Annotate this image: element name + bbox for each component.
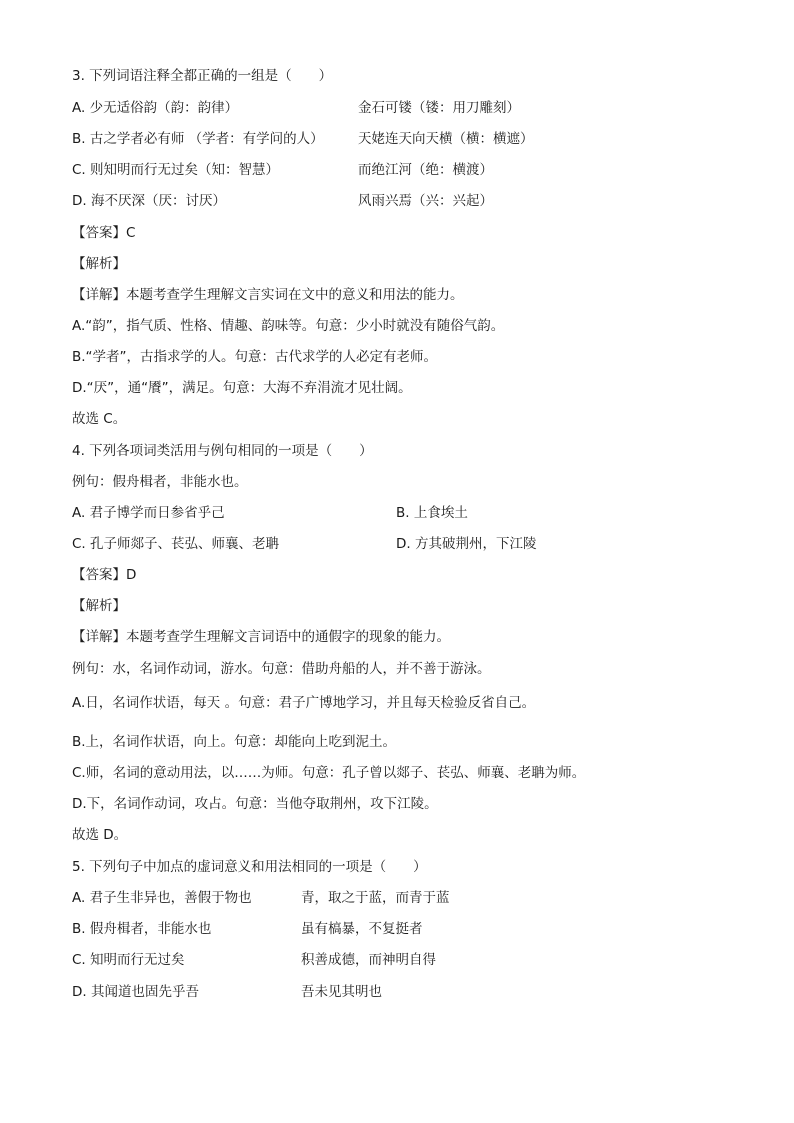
q4-conclusion: 故选 D。 bbox=[72, 827, 128, 843]
q4-detail: 【详解】本题考查学生理解文言词语中的通假字的现象的能力。 bbox=[72, 629, 450, 645]
q5-stem: 5. 下列句子中加点的虚词意义和用法相同的一项是（ ） bbox=[72, 859, 427, 875]
q5-option-c: C. 知明而行无过矣 bbox=[72, 952, 185, 968]
q3-explain-d: D.“厌”，通“餍”，满足。句意：大海不弃涓流才见壮阔。 bbox=[72, 380, 412, 396]
q3-analysis-label: 【解析】 bbox=[72, 256, 126, 272]
q3-answer: 【答案】C bbox=[72, 225, 136, 241]
q3-conclusion: 故选 C。 bbox=[72, 411, 127, 427]
q5-option-b-right: 虽有槁暴，不复挺者 bbox=[301, 921, 423, 937]
q4-example: 例句：假舟楫者，非能水也。 bbox=[72, 474, 248, 490]
q4-option-c: C. 孔子师郯子、苌弘、师襄、老聃 bbox=[72, 536, 280, 552]
q5-option-d-right: 吾未见其明也 bbox=[301, 984, 382, 1000]
q3-option-a-right: 金石可镂（镂：用刀雕刻） bbox=[358, 100, 520, 116]
q4-option-b: B. 上食埃土 bbox=[396, 505, 468, 521]
q3-explain-a: A.“韵”，指气质、性格、情趣、韵味等。句意：少小时就没有随俗气韵。 bbox=[72, 318, 505, 334]
q3-option-c: C. 则知明而行无过矣（知：智慧） bbox=[72, 162, 280, 178]
q4-analysis-label: 【解析】 bbox=[72, 598, 126, 614]
q4-explain-d: D.下，名词作动词，攻占。句意：当他夺取荆州，攻下江陵。 bbox=[72, 796, 438, 812]
q5-option-a: A. 君子生非异也，善假于物也 bbox=[72, 890, 252, 906]
q4-explain-a: A.日，名词作状语，每天 。句意：君子广博地学习，并且每天检验反省自己。 bbox=[72, 695, 536, 711]
q4-option-a: A. 君子博学而日参省乎己 bbox=[72, 505, 225, 521]
q3-option-d: D. 海不厌深（厌：讨厌） bbox=[72, 193, 226, 209]
q3-detail: 【详解】本题考查学生理解文言实词在文中的意义和用法的能力。 bbox=[72, 287, 464, 303]
q4-explain-example: 例句：水，名词作动词，游水。句意：借助舟船的人，并不善于游泳。 bbox=[72, 661, 491, 677]
q3-option-d-right: 风雨兴焉（兴：兴起） bbox=[358, 193, 493, 209]
q3-stem: 3. 下列词语注释全都正确的一组是（ ） bbox=[72, 68, 333, 84]
q3-option-b-right: 天姥连天向天横（横：横遮） bbox=[358, 131, 534, 147]
q5-option-c-right: 积善成德，而神明自得 bbox=[301, 952, 436, 968]
q5-option-a-right: 青，取之于蓝，而青于蓝 bbox=[301, 890, 450, 906]
q4-option-d: D. 方其破荆州，下江陵 bbox=[396, 536, 537, 552]
q5-option-b: B. 假舟楫者，非能水也 bbox=[72, 921, 212, 937]
q3-option-b: B. 古之学者必有师 （学者：有学问的人） bbox=[72, 131, 324, 147]
q3-explain-b: B.“学者”，古指求学的人。句意：古代求学的人必定有老师。 bbox=[72, 349, 438, 365]
q4-stem: 4. 下列各项词类活用与例句相同的一项是（ ） bbox=[72, 443, 373, 459]
q3-option-a: A. 少无适俗韵（韵：韵律） bbox=[72, 100, 239, 116]
q4-explain-c: C.师，名词的意动用法，以……为师。句意：孔子曾以郯子、苌弘、师襄、老聃为师。 bbox=[72, 765, 586, 781]
q3-option-c-right: 而绝江河（绝：横渡） bbox=[358, 162, 493, 178]
q4-explain-b: B.上，名词作状语，向上。句意：却能向上吃到泥土。 bbox=[72, 734, 397, 750]
q5-option-d: D. 其闻道也固先乎吾 bbox=[72, 984, 199, 1000]
q4-answer: 【答案】D bbox=[72, 567, 137, 583]
